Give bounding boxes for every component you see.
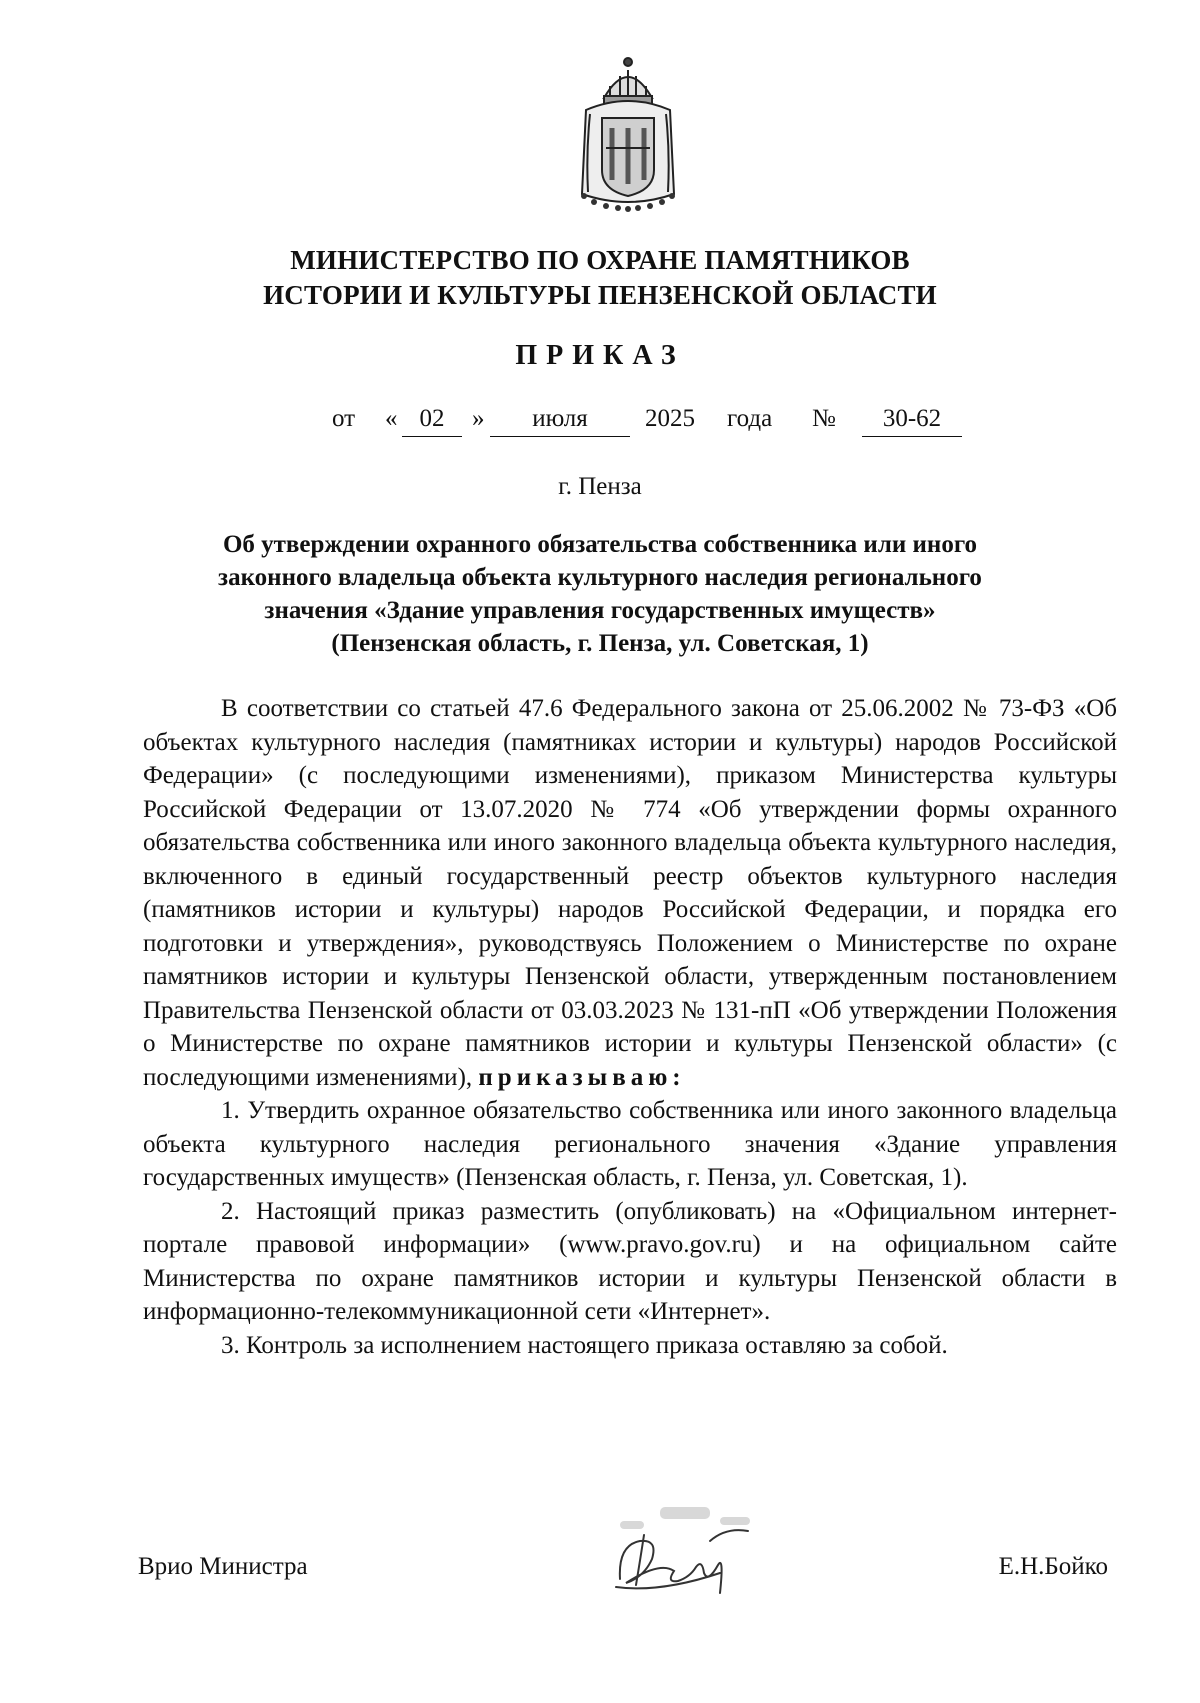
preamble-text: В соответствии со статьей 47.6 Федерального закона от 25.06.2002 № 73-ФЗ «Об объектах культурного наследия (памятниках истории и культуры) народов Российской Федерации» (с последующими изменениями), приказом Министерства культуры Российской Федерации от 13.07.2020 № 774 «Об утверждении формы охранного обязательства собственника или иного законного владельца объекта культурного наследия, включенного в единый государственный реестр объектов культурного наследия (памятников истории и культуры) народов Российской Федерации, и порядка его подготовки и утверждения», руководствуясь Положением о Министерстве по охране памятников истории и культуры Пензенской области, утвержденным постановлением Правительства Пензенской области от 03.03.2023 № 131-пП «Об утверждении Положения о Министерстве по охране памятников истории и культуры Пензенской области» (с последующими изменениями), <box>143 695 1117 1091</box>
date-prefix: от <box>332 405 356 432</box>
number-sign: № <box>812 405 836 432</box>
order-date-number-line <box>0 404 1200 444</box>
order-item-3: 3. Контроль за исполнением настоящего приказа оставляю за собой. <box>221 1331 948 1359</box>
ministry-name-line-2: ИСТОРИИ И КУЛЬТУРЫ ПЕНЗЕНСКОЙ ОБЛАСТИ <box>263 280 937 310</box>
order-subject <box>160 528 1040 660</box>
penza-oblast-coat-of-arms-icon <box>576 52 680 214</box>
city-name: г. Пенза <box>558 473 642 500</box>
ministry-name-line-1: МИНИСТЕРСТВО ПО ОХРАНЕ ПАМЯТНИКОВ <box>290 245 910 275</box>
order-item-1: 1. Утвердить охранное обязательство собственника или иного законного владельца объекта культурного наследия регионального значения «Здание управления государственных имуществ» (Пензенская область, г. Пенза, ул. Советская, 1). <box>143 1097 1117 1191</box>
order-item-2: 2. Настоящий приказ разместить (опубликовать) на «Официальном интернет-портале правовой информации» (www.pravo.gov.ru) и на официальном сайте Министерства по охране памятников истории и культуры Пензенской области в информационно-телекоммуникационной сети «Интернет». <box>143 1197 1117 1325</box>
date-close-quote: » <box>472 405 485 432</box>
order-month: июля <box>490 404 630 437</box>
document-type-title: ПРИКАЗ <box>515 340 685 371</box>
subject-line-2: законного владельца объекта культурного наследия регионального <box>218 564 982 591</box>
signatory-role: Врио Министра <box>138 1553 308 1580</box>
order-body <box>143 692 1117 1362</box>
order-number: 30-62 <box>862 404 962 437</box>
subject-line-3: значения «Здание управления государственных имуществ» <box>264 597 936 624</box>
subject-line-1: Об утверждении охранного обязательства собственника или иного <box>222 531 978 558</box>
handwritten-signature-icon <box>600 1501 760 1611</box>
date-open-quote: « <box>385 405 398 432</box>
order-directive-word: приказываю: <box>478 1063 686 1091</box>
order-day: 02 <box>402 404 462 437</box>
signatory-name: Е.Н.Бойко <box>998 1553 1108 1580</box>
subject-line-4: (Пензенская область, г. Пенза, ул. Советская, 1) <box>331 630 869 657</box>
preamble-paragraph <box>143 692 1117 1094</box>
ministry-name <box>140 243 1060 313</box>
signature-block <box>138 1553 1114 1703</box>
order-year: 2025 <box>645 405 695 432</box>
year-word: года <box>727 405 773 432</box>
